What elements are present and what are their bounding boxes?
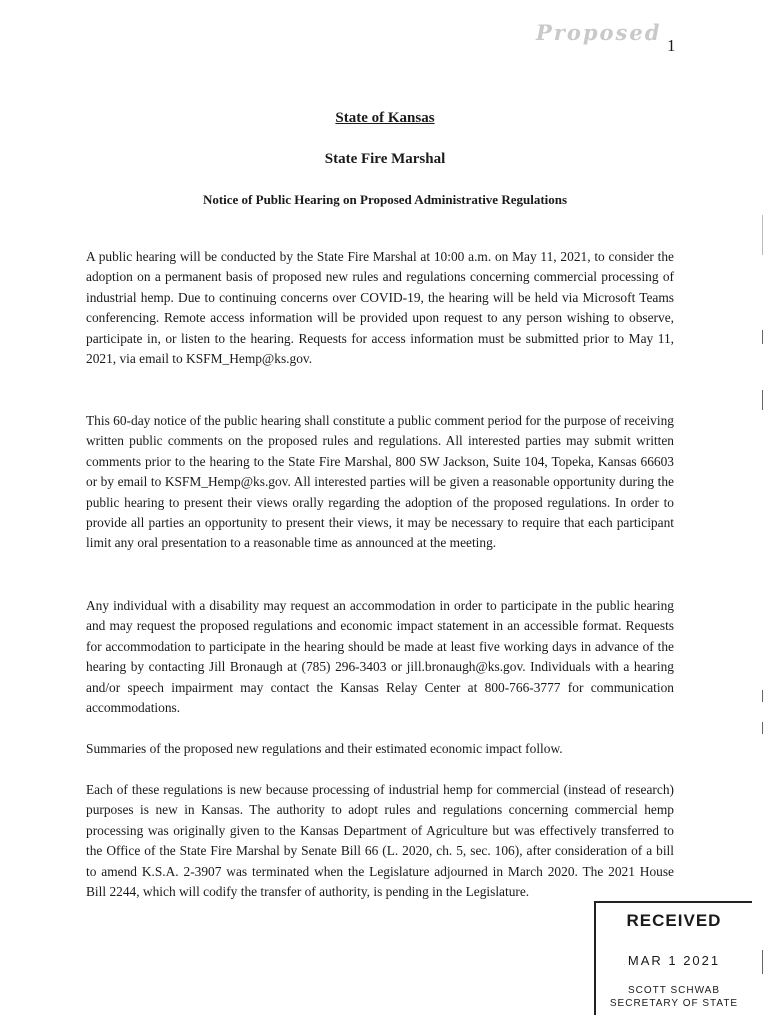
- paragraph-comment-period: This 60-day notice of the public hearing shall constitute a public comment period for the purpose of receiving written public comments on the proposed rules and regulations. All interested parties may submit written comments prior to the hearing to the State Fire Marshal, 800 SW Jackson, Suite 104, Topeka, Kansas 66603 or by email to KSFM_Hemp@ks.gov. All interested parties will be given a reasonable opportunity during the public hearing to present their views orally regarding the adoption of the proposed regulations. In order to provide all parties an opportunity to present their views, it may be necessary to require that each participant limit any oral presentation to a reasonable time as announced at the meeting.: [86, 413, 674, 551]
- received-stamp: [594, 901, 752, 1015]
- received-title: RECEIVED: [626, 911, 722, 930]
- scan-edge-mark: [762, 215, 763, 255]
- paragraph-accommodation: Any individual with a disability may request an accommodation in order to participate in the public hearing and may request the proposed regulations and economic impact statement in an accessible format. Requests for accommodation to participate in the hearing should be made at least five working days in advance of the hearing by contacting Jill Bronaugh at (785) 296-3403 or jill.bronaugh@ks.gov. Individuals with a hearing and/or speech impairment may contact the Kansas Relay Center at 800-766-3777 for communication accommodations.: [86, 598, 674, 716]
- received-name: SCOTT SCHWAB: [627, 985, 720, 996]
- scan-edge-mark: [762, 690, 763, 702]
- scan-edge-mark: [762, 330, 763, 344]
- state-title: State of Kansas: [335, 110, 435, 126]
- scan-edge-mark: [762, 950, 763, 974]
- scan-edge-mark: [762, 390, 763, 410]
- received-date: MAR 1 2021: [627, 953, 721, 968]
- paragraph-authority: Each of these regulations is new because processing of industrial hemp for commercial (instead of research) purposes is new in Kansas. The authority to adopt rules and regulations concerning commercial hemp processing was originally given to the Kansas Department of Agriculture but was effectively transferred to the Office of the State Fire Marshal by Senate Bill 66 (L. 2020, ch. 5, sec. 106), after consideration of a bill to amend K.S.A. 2-3907 was terminated when the Legislature adjourned in March 2020. The 2021 House Bill 2244, which will codify the transfer of authority, is pending in the Legislature.: [86, 782, 674, 900]
- paragraph-summaries: Summaries of the proposed new regulations and their estimated economic impact follow.: [86, 741, 563, 756]
- paragraph-hearing: A public hearing will be conducted by the State Fire Marshal at 10:00 a.m. on May 11, 2021, to consider the adoption on a permanent basis of proposed new rules and regulations concerning commercial processing of industrial hemp. Due to continuing concerns over COVID-19, the hearing will be held via Microsoft Teams conferencing. Remote access information will be provided upon request to any person wishing to observe, participate in, or listen to the hearing. Requests for access information must be submitted prior to May 11, 2021, via email to KSFM_Hemp@ks.gov.: [86, 249, 674, 367]
- agency-title: State Fire Marshal: [324, 151, 446, 167]
- scan-edge-mark: [762, 722, 763, 734]
- notice-title: Notice of Public Hearing on Proposed Administrative Regulations: [202, 192, 568, 207]
- proposed-stamp: Proposed: [536, 20, 662, 45]
- received-office: SECRETARY OF STATE: [609, 998, 739, 1009]
- page-number: 1: [667, 36, 676, 55]
